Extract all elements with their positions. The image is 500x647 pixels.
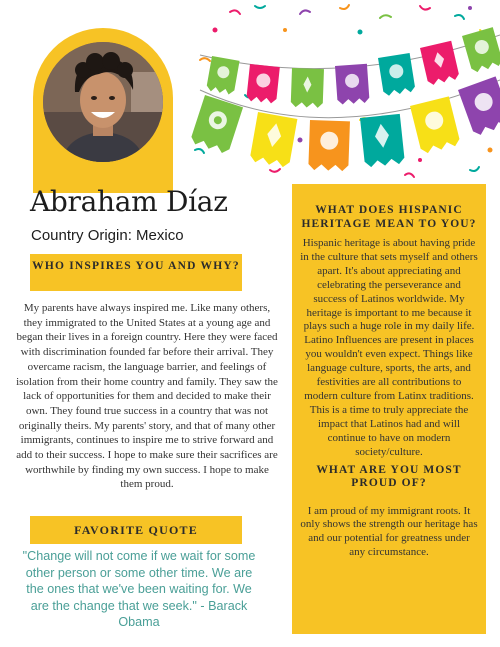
favorite-quote-heading: FAVORITE QUOTE xyxy=(30,516,242,544)
proud-heading: WHAT ARE YOU MOST PROUD OF? xyxy=(316,463,462,489)
heritage-heading: WHAT DOES HISPANIC HERITAGE MEAN TO YOU? xyxy=(301,204,477,230)
country-origin: Country Origin: Mexico xyxy=(31,227,184,244)
portrait-photo-icon xyxy=(43,42,163,162)
student-name: Abraham Díaz xyxy=(30,185,228,218)
who-inspires-body: My parents have always inspired me. Like many others, they immigrated to the United States at a young age and began their lives in a foreign country. Here they were faced with discrimination founded far before their arrival. They overcame racism, the language barrier, and feelings of isolation from their home country and family. They saw the lack of opportunities for them and decided to make their own. They found true success in a country that was not originally theirs. My parents' story, and that of many other immigrants, continues to inspire me to strive forward and add to their success. I hope to make sure their sacrifices are worthwhile by finding my own success. I hope to make them proud. xyxy=(16,302,278,491)
heritage-body: Hispanic heritage is about having pride in the culture that sets myself and others apart. It's about appreciating and celebrating the perseverance and success of Latinos worldwide. My heritage is important to me because it plays such a huge role in my daily life. Latino Influences are present in places you wouldn't even expect. Things like language culture, sports, the arts, and festivities are all contributions to modern culture from Latinx traditions. This is a time to truly appreciate the impact that Latinos had and will continue to have on modern society/culture. xyxy=(300,237,478,458)
heritage-panel xyxy=(292,184,486,634)
who-inspires-heading: WHO INSPIRES YOU AND WHY? xyxy=(30,254,242,291)
favorite-quote-body: "Change will not come if we wait for some other person or some other time. We are the ones that we've been waiting for. We are the change that we seek." - Barack Obama xyxy=(22,549,256,629)
proud-body: I am proud of my immigrant roots. It only shows the strength our heritage has and our potential for greatness under any circumstance. xyxy=(300,504,478,559)
